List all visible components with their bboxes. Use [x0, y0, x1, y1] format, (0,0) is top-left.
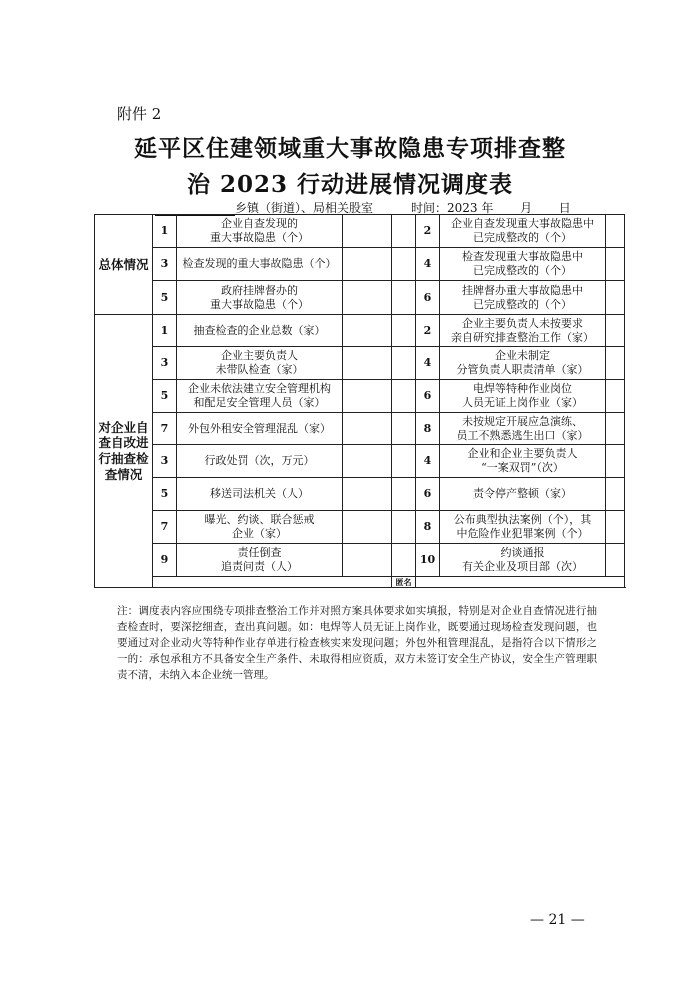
left-value-cell[interactable] [343, 478, 392, 511]
right-item-number: 8 [416, 511, 440, 544]
spacer-cell [392, 511, 416, 544]
left-item-label: 外包外租安全管理混乱（家） [177, 413, 343, 445]
left-item-label: 行政处罚（次，万元） [177, 445, 343, 478]
left-value-cell[interactable] [343, 445, 392, 478]
month-label: 月 [520, 201, 533, 215]
section-label: 对企业自查自改进行抽查检查情况 [95, 315, 153, 588]
right-item-number: 8 [416, 413, 440, 445]
left-value-cell[interactable] [343, 544, 392, 577]
left-item-label: 曝光、约谈、联合惩戒 企业（家） [177, 511, 343, 544]
signature-row [95, 577, 625, 588]
right-value-cell[interactable] [606, 281, 625, 315]
right-value-cell[interactable] [606, 380, 625, 413]
left-value-cell[interactable] [343, 380, 392, 413]
right-value-cell[interactable] [606, 413, 625, 445]
table-row [95, 511, 625, 544]
left-item-number: 3 [153, 445, 177, 478]
table-row [95, 380, 625, 413]
left-item-number: 3 [153, 248, 177, 281]
left-item-number: 9 [153, 544, 177, 577]
left-item-number: 5 [153, 281, 177, 315]
right-item-label: 企业自查发现重大事故隐患中 已完成整改的（个） [440, 215, 606, 248]
spacer-cell [392, 347, 416, 380]
left-item-label: 抽查检查的企业总数（家） [177, 315, 343, 347]
section-label: 总体情况 [95, 215, 153, 315]
left-value-cell[interactable] [343, 248, 392, 281]
left-item-label: 检查发现的重大事故隐患（个） [177, 248, 343, 281]
left-item-label: 政府挂牌督办的 重大事故隐患（个） [177, 281, 343, 315]
attachment-label: 附件 2 [117, 105, 162, 123]
spacer-cell [392, 215, 416, 248]
right-value-cell[interactable] [606, 544, 625, 577]
spacer-cell [392, 315, 416, 347]
right-item-number: 6 [416, 281, 440, 315]
time-label: 时间：2023 年 [411, 201, 494, 215]
table-row [95, 478, 625, 511]
right-item-label: 责令停产整顿（家） [440, 478, 606, 511]
spacer-cell [392, 413, 416, 445]
left-item-label: 企业主要负责人 未带队检查（家） [177, 347, 343, 380]
right-item-number: 4 [416, 248, 440, 281]
day-label: 日 [558, 201, 571, 215]
right-item-label: 公布典型执法案例（个），其 中危险作业犯罪案例（个） [440, 511, 606, 544]
left-item-label: 责任倒查 追责问责（人） [177, 544, 343, 577]
document-title-line2: 治 2023 行动进展情况调度表 [186, 171, 514, 198]
right-item-label: 挂牌督办重大事故隐患中 已完成整改的（个） [440, 281, 606, 315]
right-value-cell[interactable] [606, 215, 625, 248]
left-item-number: 1 [153, 215, 177, 248]
right-item-number: 6 [416, 478, 440, 511]
note-text: 注：调度表内容应围绕专项排查整治工作并对照方案具体要求如实填报，特别是对企业自查情况进行抽查检查时，要深挖细查，查出真问题。如：电焊等人员无证上岗作业，既要通过现场检查发现问题，也要通过对企业动火等特种作业存单进行检查核实来发现问题；外包外租管理混乱，是指符合以下情形之一的：承包承租方不具备安全生产条件、未取得相应资质，双方未签订安全生产协议，安全生产管理职责不清，未纳入本企业统一管理。 [117, 605, 597, 681]
signature-field[interactable] [416, 577, 625, 588]
left-value-cell[interactable] [343, 413, 392, 445]
right-item-number: 10 [416, 544, 440, 577]
page-number: — 21 — [530, 912, 585, 928]
table-row [95, 248, 625, 281]
right-value-cell[interactable] [606, 347, 625, 380]
spacer-cell [392, 445, 416, 478]
signature-blank [153, 577, 392, 588]
right-item-label: 企业和企业主要负责人 “一案双罚”（次） [440, 445, 606, 478]
spacer-cell [392, 380, 416, 413]
progress-table [94, 214, 625, 588]
table-row [95, 215, 625, 248]
left-item-number: 5 [153, 380, 177, 413]
spacer-cell [392, 281, 416, 315]
right-item-label: 约谈通报 有关企业及项目部（次） [440, 544, 606, 577]
left-item-number: 5 [153, 478, 177, 511]
left-value-cell[interactable] [343, 215, 392, 248]
table-row [95, 413, 625, 445]
left-item-label: 移送司法机关（人） [177, 478, 343, 511]
right-item-number: 4 [416, 445, 440, 478]
table-row [95, 315, 625, 347]
right-item-label: 企业未制定 分管负责人职责清单（家） [440, 347, 606, 380]
right-item-number: 4 [416, 347, 440, 380]
table-row [95, 445, 625, 478]
right-item-label: 电焊等特种作业岗位 人员无证上岗作业（家） [440, 380, 606, 413]
right-value-cell[interactable] [606, 445, 625, 478]
table-row [95, 347, 625, 380]
right-item-label: 未按规定开展应急演练、 员工不熟悉逃生出口（家） [440, 413, 606, 445]
left-value-cell[interactable] [343, 347, 392, 380]
right-item-number: 2 [416, 215, 440, 248]
signature-label: 匿名 [392, 577, 416, 588]
left-item-number: 7 [153, 413, 177, 445]
unit-suffix: 乡镇（街道）、局相关股室 [235, 201, 374, 215]
table-row [95, 544, 625, 577]
right-value-cell[interactable] [606, 248, 625, 281]
left-item-number: 1 [153, 315, 177, 347]
left-value-cell[interactable] [343, 281, 392, 315]
right-item-label: 企业主要负责人未按要求 亲自研究排查整治工作（家） [440, 315, 606, 347]
left-item-label: 企业未依法建立安全管理机构 和配足安全管理人员（家） [177, 380, 343, 413]
left-item-number: 7 [153, 511, 177, 544]
spacer-cell [392, 544, 416, 577]
right-value-cell[interactable] [606, 478, 625, 511]
spacer-cell [392, 248, 416, 281]
right-item-number: 2 [416, 315, 440, 347]
left-item-label: 企业自查发现的 重大事故隐患（个） [177, 215, 343, 248]
left-item-number: 3 [153, 347, 177, 380]
right-value-cell[interactable] [606, 315, 625, 347]
right-value-cell[interactable] [606, 511, 625, 544]
document-title-line1: 延平区住建领域重大事故隐患专项排查整 [134, 135, 566, 162]
table-row [95, 281, 625, 315]
left-value-cell[interactable] [343, 315, 392, 347]
spacer-cell [392, 478, 416, 511]
right-item-number: 6 [416, 380, 440, 413]
left-value-cell[interactable] [343, 511, 392, 544]
right-item-label: 检查发现重大事故隐患中 已完成整改的（个） [440, 248, 606, 281]
